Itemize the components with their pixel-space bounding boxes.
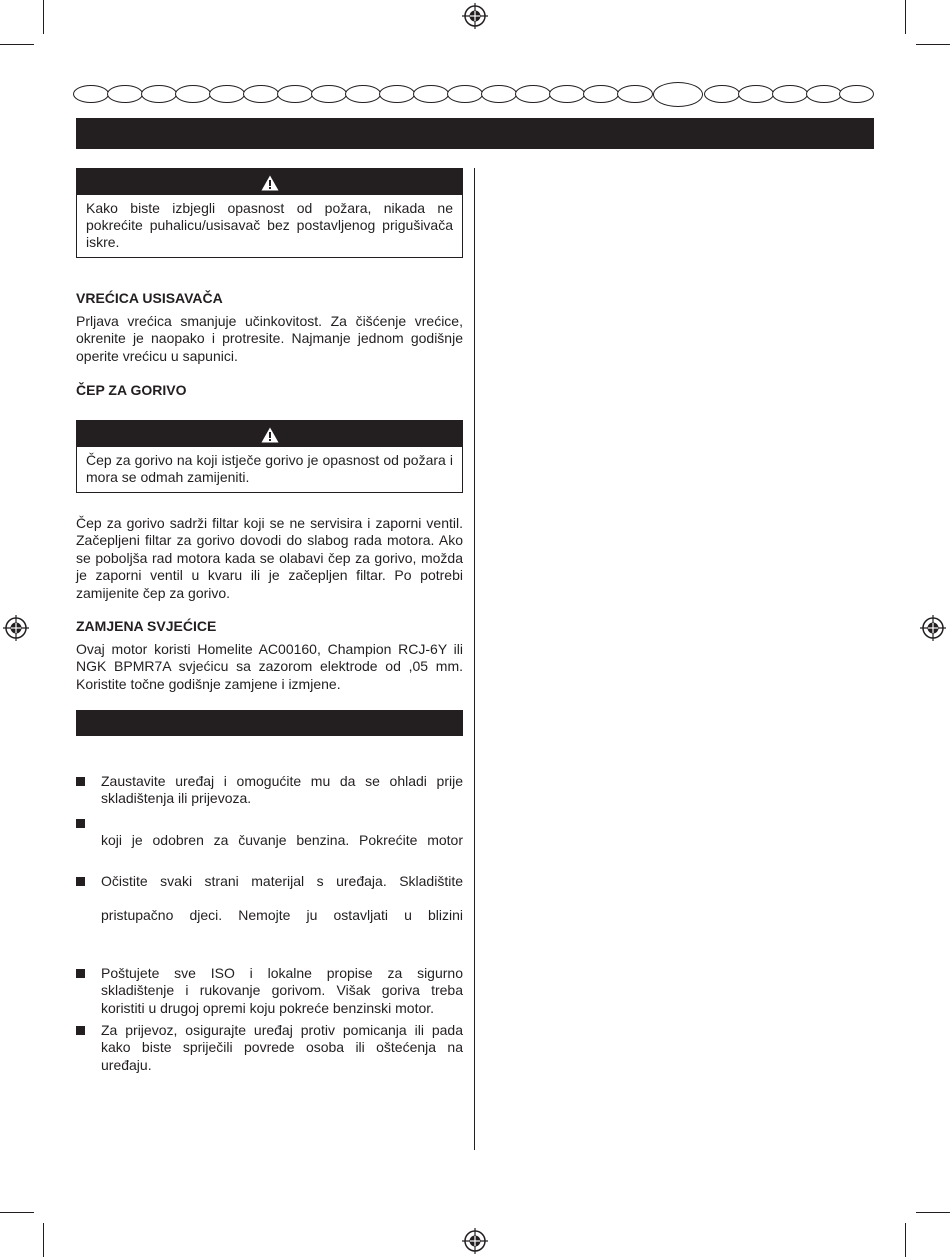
language-tab-active[interactable]: [653, 82, 703, 107]
warning-box: [76, 168, 463, 258]
list-item-text: Za prijevoz, osigurajte uređaj protiv pomicanja ili pada kako biste spriječili povrede osoba ili oštećenja na uređaju.: [101, 1022, 463, 1073]
column-divider: [474, 168, 475, 1150]
language-tab[interactable]: [704, 85, 740, 103]
crop-mark: [905, 1223, 906, 1257]
section-heading: ČEP ZA GORIVO: [76, 382, 187, 398]
list-item-text: Očistite svaki strani materijal s uređaja. Skladištite: [101, 873, 463, 889]
registration-mark-icon: [462, 3, 488, 29]
registration-mark-icon: [920, 615, 946, 641]
warning-triangle-icon: [261, 427, 279, 443]
section-title-bar: [76, 710, 463, 736]
language-tab[interactable]: [379, 85, 415, 103]
language-tab[interactable]: [209, 85, 245, 103]
registration-mark-icon: [462, 1228, 488, 1254]
list-item-text: pristupačno djeci. Nemojte ju ostavljati u blizini: [101, 907, 463, 923]
crop-mark: [0, 1212, 34, 1213]
list-item: [76, 832, 463, 849]
warning-text: Čep za gorivo na koji istječe gorivo je opasnost od požara i mora se odmah zamijeniti.: [86, 452, 453, 485]
warning-header: [77, 169, 462, 195]
language-tab[interactable]: [73, 85, 109, 103]
section-heading: VREĆICA USISAVAČA: [76, 290, 223, 306]
list-item-text: Zaustavite uređaj i omogućite mu da se ohladi prije skladištenja ili prijevoza.: [101, 773, 463, 807]
language-tab[interactable]: [447, 85, 483, 103]
warning-header: [77, 421, 462, 447]
language-tab[interactable]: [175, 85, 211, 103]
language-tab[interactable]: [243, 85, 279, 103]
list-item-text: koji je odobren za čuvanje benzina. Pokrećite motor: [101, 832, 463, 848]
language-tab[interactable]: [277, 85, 313, 103]
section-text: Čep za gorivo sadrži filtar koji se ne servisira i zaporni ventil. Začepljeni filtar za gorivo dovodi do slabog rada motora. Ako se poboljša rad motora kada se olabavi čep za gorivo, možda je zaporni ventil u kvaru ili je začepljen filtar. Po potrebi zamijenite čep za gorivo.: [76, 515, 463, 601]
list-item: [76, 1022, 463, 1074]
language-tab[interactable]: [806, 85, 842, 103]
square-bullet-icon: [76, 819, 85, 828]
square-bullet-icon: [76, 969, 85, 978]
language-tab[interactable]: [583, 85, 619, 103]
crop-mark: [916, 1212, 950, 1213]
crop-mark: [43, 0, 44, 34]
section-heading: ZAMJENA SVJEĆICE: [76, 618, 217, 634]
language-tab[interactable]: [345, 85, 381, 103]
language-tab[interactable]: [738, 85, 774, 103]
crop-mark: [43, 1223, 44, 1257]
language-tab[interactable]: [549, 85, 585, 103]
warning-triangle-icon: [261, 175, 279, 191]
language-tab[interactable]: [107, 85, 143, 103]
square-bullet-icon: [76, 1026, 85, 1035]
page-title-bar: [76, 118, 874, 149]
language-tab-row: [73, 82, 874, 106]
language-tab[interactable]: [481, 85, 517, 103]
crop-mark: [905, 0, 906, 34]
language-tab[interactable]: [772, 85, 808, 103]
language-tab[interactable]: [839, 85, 874, 103]
language-tab[interactable]: [617, 85, 653, 103]
list-item: [76, 773, 463, 808]
crop-mark: [916, 44, 950, 45]
list-item: [76, 873, 463, 890]
list-item: [76, 965, 463, 1017]
language-tab[interactable]: [413, 85, 449, 103]
list-item: [76, 907, 463, 924]
section-text: Ovaj motor koristi Homelite AC00160, Champion RCJ-6Y ili NGK BPMR7A svjećicu sa zazorom elektrode od ,05 mm. Koristite točne godišnje zamjene i izmjene.: [76, 641, 463, 692]
warning-text: Kako biste izbjegli opasnost od požara, nikada ne pokrećite puhalicu/usisavač bez postavljenog prigušivača iskre.: [86, 200, 453, 250]
crop-mark: [0, 44, 34, 45]
section-text: Prljava vrećica smanjuje učinkovitost. Za čišćenje vrećice, okrenite je naopako i protresite. Najmanje jednom godišnje operite vrećicu u sapunici.: [76, 313, 463, 364]
language-tab[interactable]: [141, 85, 177, 103]
language-tab[interactable]: [515, 85, 551, 103]
language-tab[interactable]: [311, 85, 347, 103]
square-bullet-icon: [76, 877, 85, 886]
registration-mark-icon: [3, 615, 29, 641]
warning-box: [76, 420, 463, 493]
square-bullet-icon: [76, 777, 85, 786]
list-item-text: Poštujete sve ISO i lokalne propise za sigurno skladištenje i rukovanje gorivom. Višak goriva treba koristiti u drugoj opremi koju pokreće benzinski motor.: [101, 965, 463, 1016]
